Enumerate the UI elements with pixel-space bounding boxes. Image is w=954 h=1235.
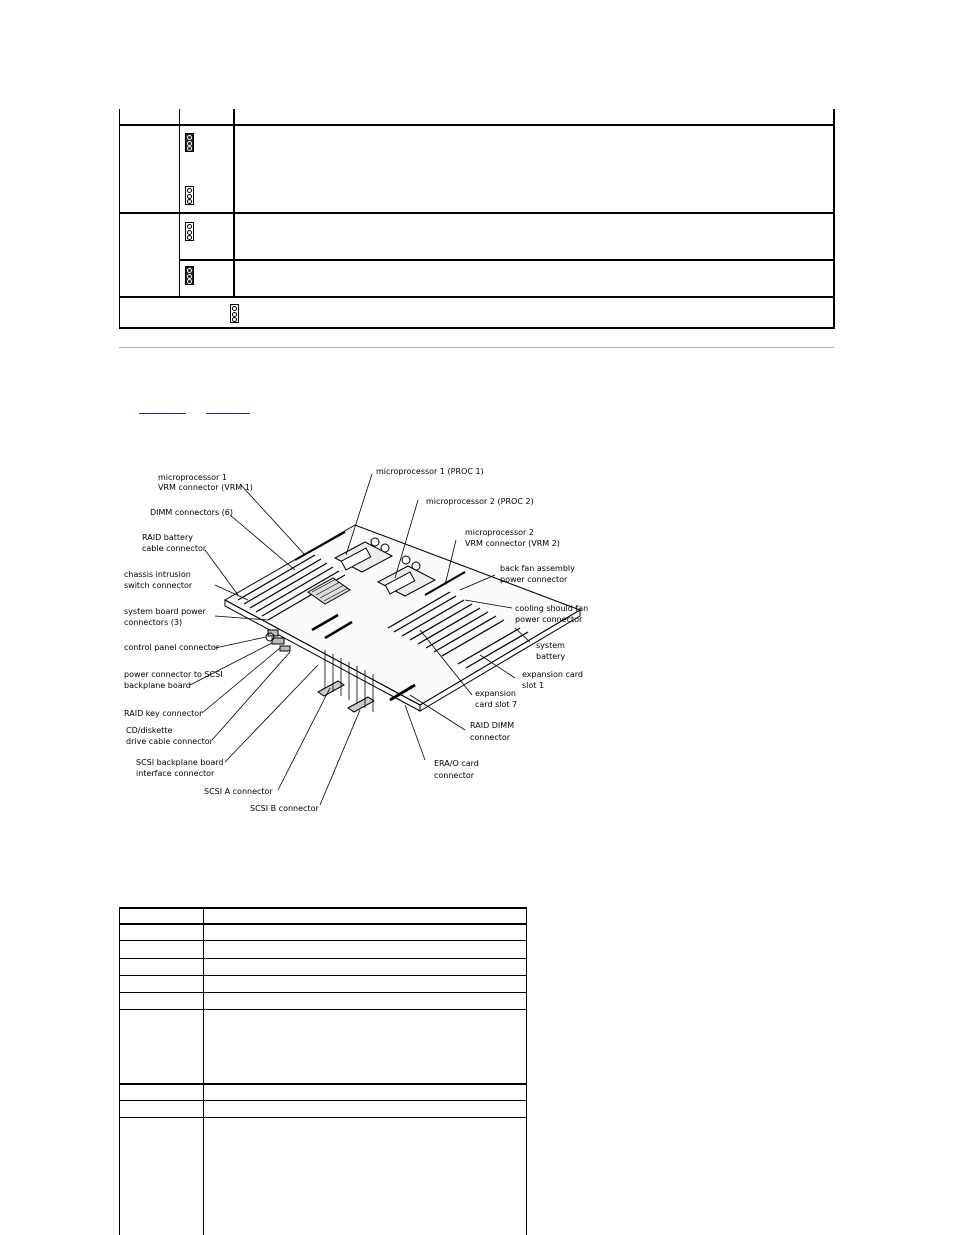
label-scsi-b: SCSI B connector xyxy=(250,804,319,813)
label-slot1: slot 1 xyxy=(522,681,545,690)
system-board-figure xyxy=(120,460,600,820)
label-vrm2: VRM connector (VRM 2) xyxy=(465,539,560,548)
figure-link[interactable] xyxy=(139,411,186,414)
label-slot7: card slot 7 xyxy=(475,700,518,709)
label-proc2: microprocessor 2 (PROC 2) xyxy=(426,497,534,506)
table-row-rule xyxy=(119,296,835,298)
label-sb-power: connectors (3) xyxy=(124,618,183,627)
label-slot1: expansion card xyxy=(522,670,583,679)
label-sb-power: system board power xyxy=(124,607,206,616)
table-header-rule xyxy=(119,124,835,126)
table-row-rule xyxy=(119,1083,527,1085)
jumper-open-icon xyxy=(185,186,194,205)
label-raid-battery: cable connector xyxy=(142,544,207,553)
label-dimm: DIMM connectors (6) xyxy=(150,508,233,517)
label-vrm1: microprocessor 1 xyxy=(158,473,227,482)
label-vrm1: VRM connector (VRM 1) xyxy=(158,483,253,492)
label-cd-diskette: drive cable connector xyxy=(126,737,213,746)
table-row-rule xyxy=(119,1100,527,1101)
label-scsi-power: power connector to SCSI xyxy=(124,670,223,679)
label-cooling-fan: cooling should fan xyxy=(515,604,589,613)
table-row-rule xyxy=(119,958,527,959)
label-intrusion: chassis intrusion xyxy=(124,570,191,579)
label-scsi-power: backplane board xyxy=(124,681,191,690)
table-right-edge xyxy=(526,907,527,1235)
label-cooling-fan: power connector xyxy=(515,615,583,624)
section-divider xyxy=(119,347,834,348)
label-system-battery: system xyxy=(536,641,565,650)
jumper-shunt-icon xyxy=(185,133,194,152)
jumper-shunt-icon xyxy=(185,266,194,285)
label-back-fan: power connector xyxy=(500,575,568,584)
table-col-sep xyxy=(179,109,180,297)
table-row-rule xyxy=(119,975,527,976)
label-vrm2: microprocessor 2 xyxy=(465,528,534,537)
label-raid-dimm: RAID DIMM xyxy=(470,721,515,730)
jumper-open-icon xyxy=(185,222,194,241)
table-top-rule xyxy=(119,907,527,909)
table-row-rule xyxy=(119,1117,527,1118)
table-row-rule xyxy=(179,259,835,261)
table-row-rule xyxy=(119,212,835,214)
label-scsi-a: SCSI A connector xyxy=(204,787,273,796)
label-system-battery: battery xyxy=(536,652,566,661)
label-scsi-backplane: SCSI backplane board xyxy=(136,758,224,767)
table-row-rule xyxy=(119,940,527,941)
label-control-panel: control panel connector xyxy=(124,643,220,652)
label-raid-dimm: connector xyxy=(470,733,511,742)
table-left-edge xyxy=(119,907,120,1235)
label-raid-battery: RAID battery xyxy=(142,533,193,542)
label-erao: ERA/O card xyxy=(434,759,479,768)
table-header-rule xyxy=(119,923,527,925)
label-slot7: expansion xyxy=(475,689,516,698)
label-back-fan: back fan assembly xyxy=(500,564,575,573)
label-intrusion: switch connector xyxy=(124,581,193,590)
table-col-sep xyxy=(203,907,204,1235)
table-link[interactable] xyxy=(206,411,250,414)
label-erao: connector xyxy=(434,771,475,780)
table-row-rule xyxy=(119,1009,527,1010)
label-cd-diskette: CD/diskette xyxy=(126,726,173,735)
table-row-rule xyxy=(119,992,527,993)
jumper-open-icon xyxy=(230,304,239,323)
label-proc1: microprocessor 1 (PROC 1) xyxy=(376,467,484,476)
label-raid-key: RAID key connector xyxy=(124,709,203,718)
table-col-sep xyxy=(233,109,235,297)
label-scsi-backplane: interface connector xyxy=(136,769,215,778)
